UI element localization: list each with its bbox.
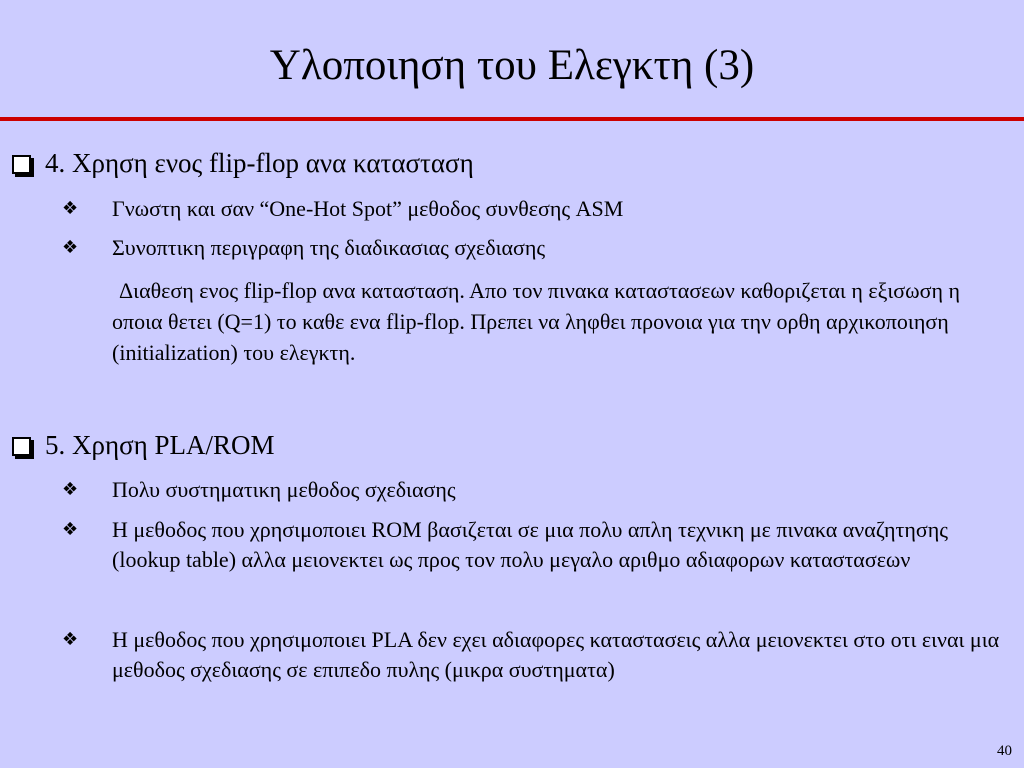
diamond-bullet-icon: ❖ xyxy=(62,629,79,650)
slide-title: Υλοποιηση του Ελεγκτη (3) xyxy=(269,42,755,89)
list-item-text: Η μεθοδος που χρησιμοποιει PLA δεν εχει αδιαφορες καταστασεις αλλα μειονεκτει στο οτι ειναι μια μεθοδος σχεδιασης σε επιπεδο πυλης (μικρα συστηματα) xyxy=(112,627,1000,682)
list-item xyxy=(62,475,1002,505)
description-paragraph: Διαθεση ενος flip-flop ανα κατασταση. Απο τον πινακα καταστασεων καθοριζεται η εξισωση η οποια θετει (Q=1) το καθε ενα flip-flop. Πρεπει να ληφθει προνοια για την ορθη αρχικοποιηση (initialization) του ελεγκτη. xyxy=(112,278,961,365)
diamond-bullet-icon: ❖ xyxy=(62,198,79,219)
diamond-bullet-icon: ❖ xyxy=(62,237,79,258)
checkbox-bullet-icon xyxy=(12,437,31,456)
diamond-bullet-icon: ❖ xyxy=(62,519,79,540)
list-item-text: Γνωστη και σαν “One-Hot Spot” μεθοδος συνθεσης ASM xyxy=(112,196,624,221)
section-heading-5 xyxy=(12,428,275,462)
list-item-text: Η μεθοδος που χρησιμοποιει ROM βασιζεται σε μια πολυ απλη τεχνικη με πινακα αναζητησης (lookup table) αλλα μειονεκτει ως προς τον πολυ μεγαλο αριθμο αδιαφορων καταστασεων xyxy=(112,517,948,572)
checkbox-bullet-icon xyxy=(12,155,31,174)
diamond-bullet-icon: ❖ xyxy=(62,479,79,500)
section-heading-text: 5. Χρηση PLA/ROM xyxy=(45,430,275,460)
list-item-text: Συνοπτικη περιγραφη της διαδικασιας σχεδιασης xyxy=(112,235,546,260)
section-heading-4 xyxy=(12,146,474,180)
list-item xyxy=(62,625,1002,685)
list-item-text: Πολυ συστηματικη μεθοδος σχεδιασης xyxy=(112,477,456,502)
page-number: 40 xyxy=(997,743,1012,759)
list-item xyxy=(62,194,1002,224)
title-divider xyxy=(0,117,1024,121)
list-item xyxy=(62,233,1002,263)
section-heading-text: 4. Χρηση ενος flip-flop ανα κατασταση xyxy=(45,148,474,178)
list-item xyxy=(62,515,1002,575)
